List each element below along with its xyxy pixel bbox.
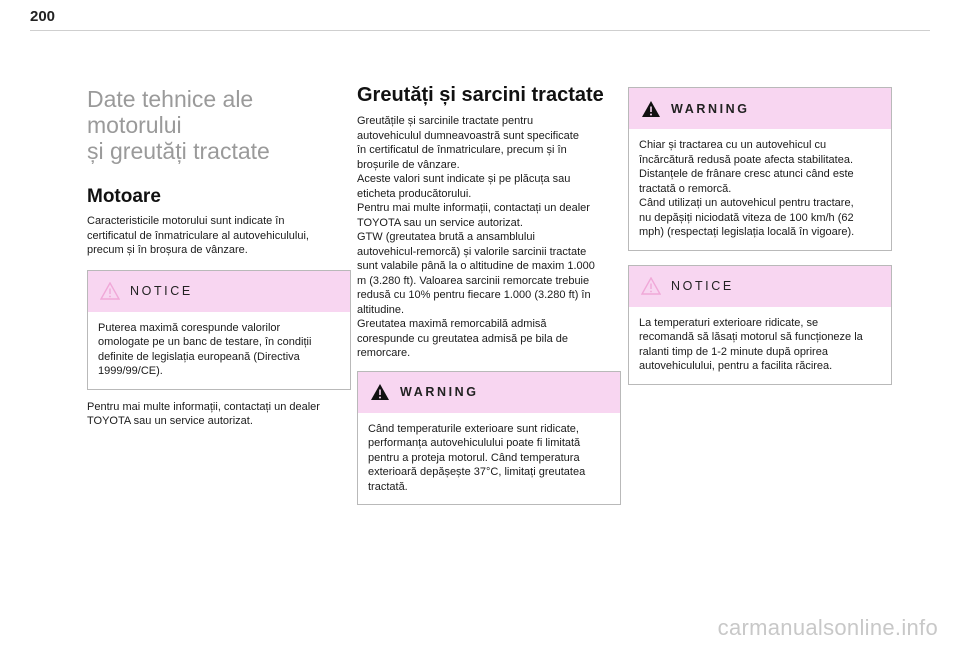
chapter-heading-line2: și greutăți tractate	[87, 138, 270, 164]
chapter-heading	[87, 86, 351, 164]
page-number: 200	[30, 8, 56, 25]
warning-label: WARNING	[400, 385, 479, 399]
notice-header	[88, 271, 350, 312]
caution-triangle-outline-icon	[100, 282, 120, 300]
contact-paragraph: Pentru mai multe informații, contactați un dealer TOYOTA sau un service autorizat.	[87, 400, 320, 427]
warning-label: WARNING	[671, 101, 750, 116]
notice-label: NOTICE	[130, 284, 193, 298]
column-towing-weights	[357, 82, 621, 505]
notice-header	[629, 266, 891, 307]
notice-text: Puterea maximă corespunde valorilor omologate pe un banc de testare, în condiții definite de legislația europeană (Directiva 1999/99/CE).	[98, 321, 312, 377]
towing-heading: Greutăți și sarcini tractate	[357, 84, 604, 106]
engines-heading: Motoare	[87, 186, 161, 207]
warning-triangle-filled-icon	[641, 100, 661, 118]
header-divider	[30, 30, 930, 31]
warning-text: Chiar și tractarea cu un autovehicul cu încărcătură redusă poate afecta stabilitatea. Distanțele de frânare cresc atunci când este tractată o remorcă. Când utilizați un autovehicul pentru tractare, nu depășiți niciodată viteza de 100 km/h (62 mph) (respectați legislația locală în vigoare).	[639, 139, 855, 238]
warning-header	[629, 88, 891, 129]
watermark: carmanualsonline.info	[717, 615, 938, 640]
notice-text: La temperaturi exterioare ridicate, se recomandă să lăsați motorul să funcționeze la ralanti timp de 1-2 minute după oprirea autovehiculului, pentru a facilita răcirea.	[639, 316, 863, 372]
notice-box	[628, 265, 892, 385]
warning-text: Când temperaturile exterioare sunt ridicate, performanța autovehiculului poate fi limitată pentru a proteja motorul. Când temperatura exterioară depășește 37°C, limitați greutatea tractată.	[368, 422, 586, 493]
notice-box	[87, 270, 351, 390]
warning-box	[357, 371, 621, 506]
column-towing-warnings	[628, 87, 892, 385]
caution-triangle-outline-icon	[641, 277, 661, 295]
warning-header	[358, 372, 620, 413]
column-engine-specs	[87, 82, 351, 429]
towing-paragraph: Greutățile și sarcinile tractate pentru autovehiculul dumneavoastră sunt specificate în certificatul de înmatriculare, precum și în broșurile de vânzare. Aceste valori sunt indicate și pe plăcuța sau eticheta producătorului. Pentru mai multe informații, contactați un dealer TOYOTA sau un service autorizat. GTW (greutatea brută a ansamblului autovehicul-remorcă) și valorile sarcinii tractate sunt valabile până la o altitudine de maxim 1.000 m (3.280 ft). Valoarea sarcinii remorcate trebuie redusă cu 10% pentru fiecare 1.000 (3.280 ft) în altitudine. Greutatea maximă remorcabilă admisă corespunde cu greutatea admisă pe bila de remorcare.	[357, 115, 595, 359]
chapter-heading-line1: Date tehnice ale motorului	[87, 86, 254, 138]
notice-label: NOTICE	[671, 279, 734, 293]
warning-box	[628, 87, 892, 251]
warning-triangle-filled-icon	[370, 383, 390, 401]
engines-paragraph: Caracteristicile motorului sunt indicate în certificatul de înmatriculare al autovehiculului, precum și în broșura de vânzare.	[87, 215, 309, 256]
